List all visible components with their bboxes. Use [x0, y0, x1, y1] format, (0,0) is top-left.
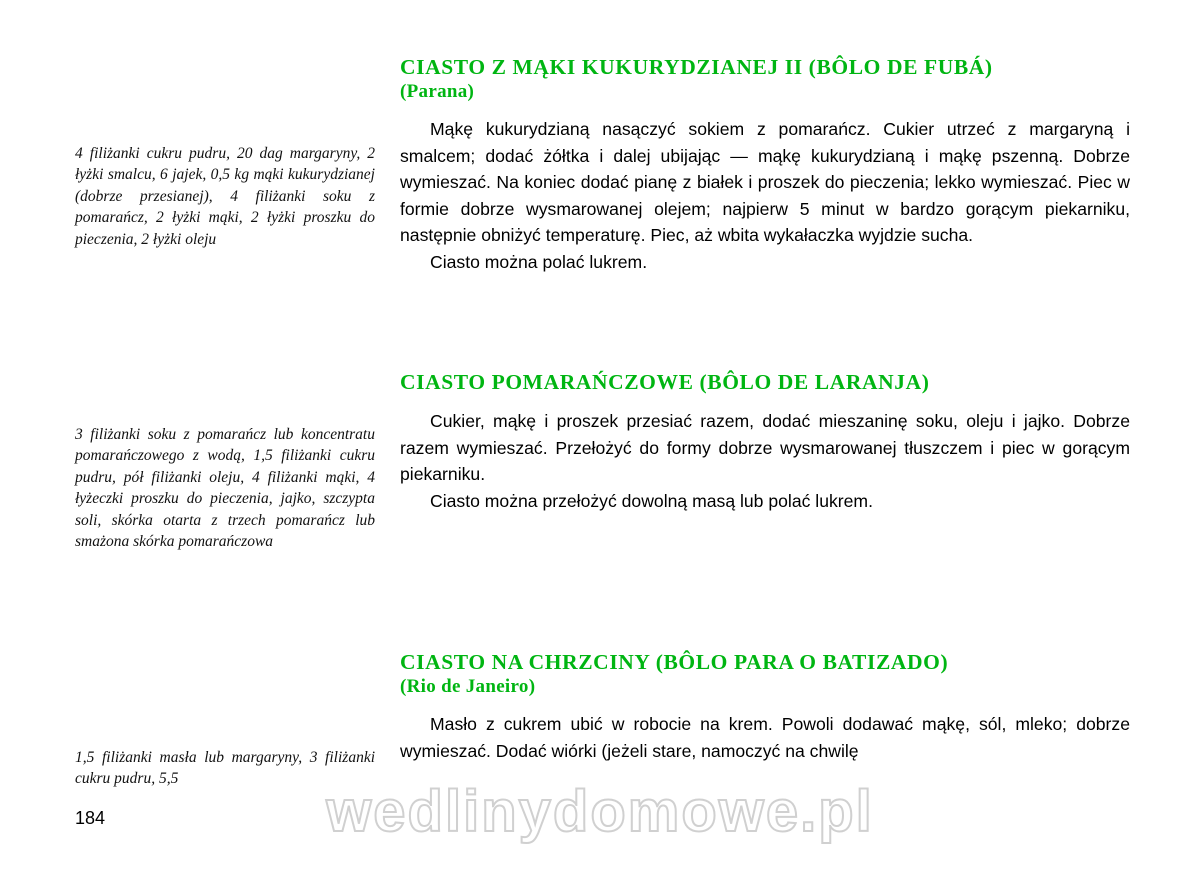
- recipe-1-subtitle: (Parana): [400, 81, 475, 102]
- ingredients-list-2: 3 filiżanki soku z pomarańcz lub koncentratu pomarańczowego z wodą, 1,5 filiżanki cukru pudru, pół filiżanki oleju, 4 filiżanki mąki, 4 łyżeczki proszku do pieczenia, jajko, szczypta soli, skórka otarta z trzech pomarańcz lub smażona skórka pomarańczowa: [75, 425, 375, 550]
- recipe-1-title: CIASTO Z MĄKI KUKURYDZIANEJ II (BÔLO DE FUBÁ): [400, 55, 993, 79]
- recipe-1-paragraph-2: Ciasto można polać lukrem.: [430, 251, 648, 272]
- recipe-3-paragraph-1: Masło z cukrem ubić w robocie na krem. Powoli dodawać mąkę, sól, mleko; dobrze wymieszać. Dodać wiórki (jeżeli stare, namoczyć na chwilę: [400, 714, 1130, 761]
- recipes-column: [400, 0, 1130, 884]
- recipe-3-subtitle: (Rio de Janeiro): [400, 676, 536, 697]
- recipe-2-paragraph-1: Cukier, mąkę i proszek przesiać razem, dodać mieszaninę soku, oleju i jajko. Dobrze razem wymieszać. Przełożyć do formy dobrze wysmarowanej tłuszczem i piec w gorącym piekarniku.: [400, 411, 1130, 484]
- ingredients-column: [75, 0, 375, 884]
- recipe-2: [400, 370, 1130, 514]
- ingredients-list-3: 1,5 filiżanki masła lub margaryny, 3 filiżanki cukru pudru, 5,5: [75, 748, 375, 787]
- recipe-2-title: CIASTO POMARAŃCZOWE (BÔLO DE LARANJA): [400, 370, 930, 394]
- watermark-text: wedlinydomowe.pl: [326, 779, 874, 844]
- recipe-2-paragraph-2: Ciasto można przełożyć dowolną masą lub polać lukrem.: [430, 490, 873, 511]
- ingredients-list-1: 4 filiżanki cukru pudru, 20 dag margaryny, 2 łyżki smalcu, 6 jajek, 0,5 kg mąki kukurydzianej (dobrze przesianej), 4 filiżanki soku z pomarańcz, 2 łyżki mąki, 2 łyżki proszku do pieczenia, 2 łyżki oleju: [75, 144, 375, 248]
- recipe-1-paragraph-1: Mąkę kukurydzianą nasączyć sokiem z pomarańcz. Cukier utrzeć z margaryną i smalcem; dodać żółtka i dalej ubijając — mąkę kukurydzianą i mąkę pszenną. Dobrze wymieszać. Na koniec dodać pianę z białek i proszek do pieczenia; lekko wymieszać. Piec w formie dobrze wysmarowanej olejem; najpierw 5 minut w bardzo gorącym piekarniku, następnie obniżyć temperaturę. Piec, aż wbita wykałaczka wyjdzie sucha.: [400, 119, 1130, 245]
- recipe-1: [400, 55, 1130, 275]
- recipe-3-title: CIASTO NA CHRZCINY (BÔLO PARA O BATIZADO): [400, 650, 949, 674]
- recipe-3: [400, 650, 1130, 764]
- page-number: 184: [75, 808, 106, 828]
